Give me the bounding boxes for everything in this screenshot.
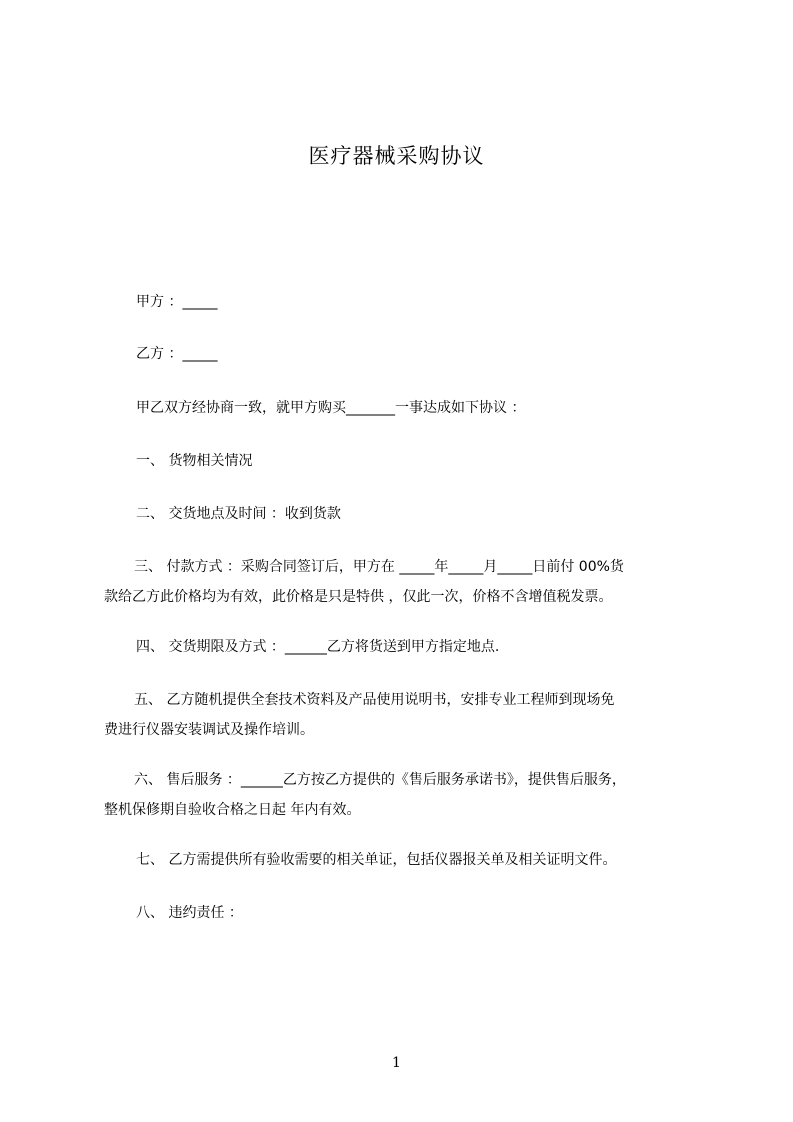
- clause-2: 二、 交货地点及时间 ：收到货款: [136, 506, 341, 522]
- clause-5-line-1: 五、 乙方随机提供全套技术资料及产品使用说明书，安排专业工程师到现场免: [134, 692, 615, 708]
- clause-3-line-1: 三、 付款方式 ：采购合同签订后，甲方在 _____年_____月_____日前付 00%货: [134, 559, 624, 575]
- clause-6-line-1: 六、 售后服务 ：______乙方按乙方提供的《售后服务承诺书》，提供售后服务，: [134, 772, 626, 788]
- intro-paragraph: 甲乙双方经协商一致，就甲方购买_______一事达成如下协议 ：: [136, 400, 526, 416]
- party-b-line: 乙方 ：_____: [136, 346, 218, 362]
- party-a-line: 甲方 ：_____: [136, 294, 218, 310]
- clause-4: 四、 交货期限及方式 ：______乙方将货送到甲方指定地点.: [136, 639, 500, 655]
- page-number: 1: [392, 1055, 401, 1071]
- clause-6-line-2: 整机保修期自验收合格之日起 年内有效。: [104, 802, 361, 818]
- clause-5-line-2: 费进行仪器安装调试及操作培训。: [104, 722, 314, 738]
- clause-1: 一、 货物相关情况: [136, 453, 253, 469]
- clause-5: [104, 685, 704, 745]
- clause-6: [104, 765, 704, 825]
- document-title: 医疗器械采购协议: [308, 144, 485, 168]
- clause-3: [104, 552, 704, 612]
- clause-7: 七、 乙方需提供所有验收需要的相关单证，包括仪器报关单及相关证明文件。: [136, 852, 617, 868]
- clause-8: 八、 违约责任 ：: [136, 905, 243, 921]
- clause-3-line-2: 款给乙方此价格均为有效，此价格是只是特供 ，仅此一次，价格不含增值税发票。: [104, 589, 613, 605]
